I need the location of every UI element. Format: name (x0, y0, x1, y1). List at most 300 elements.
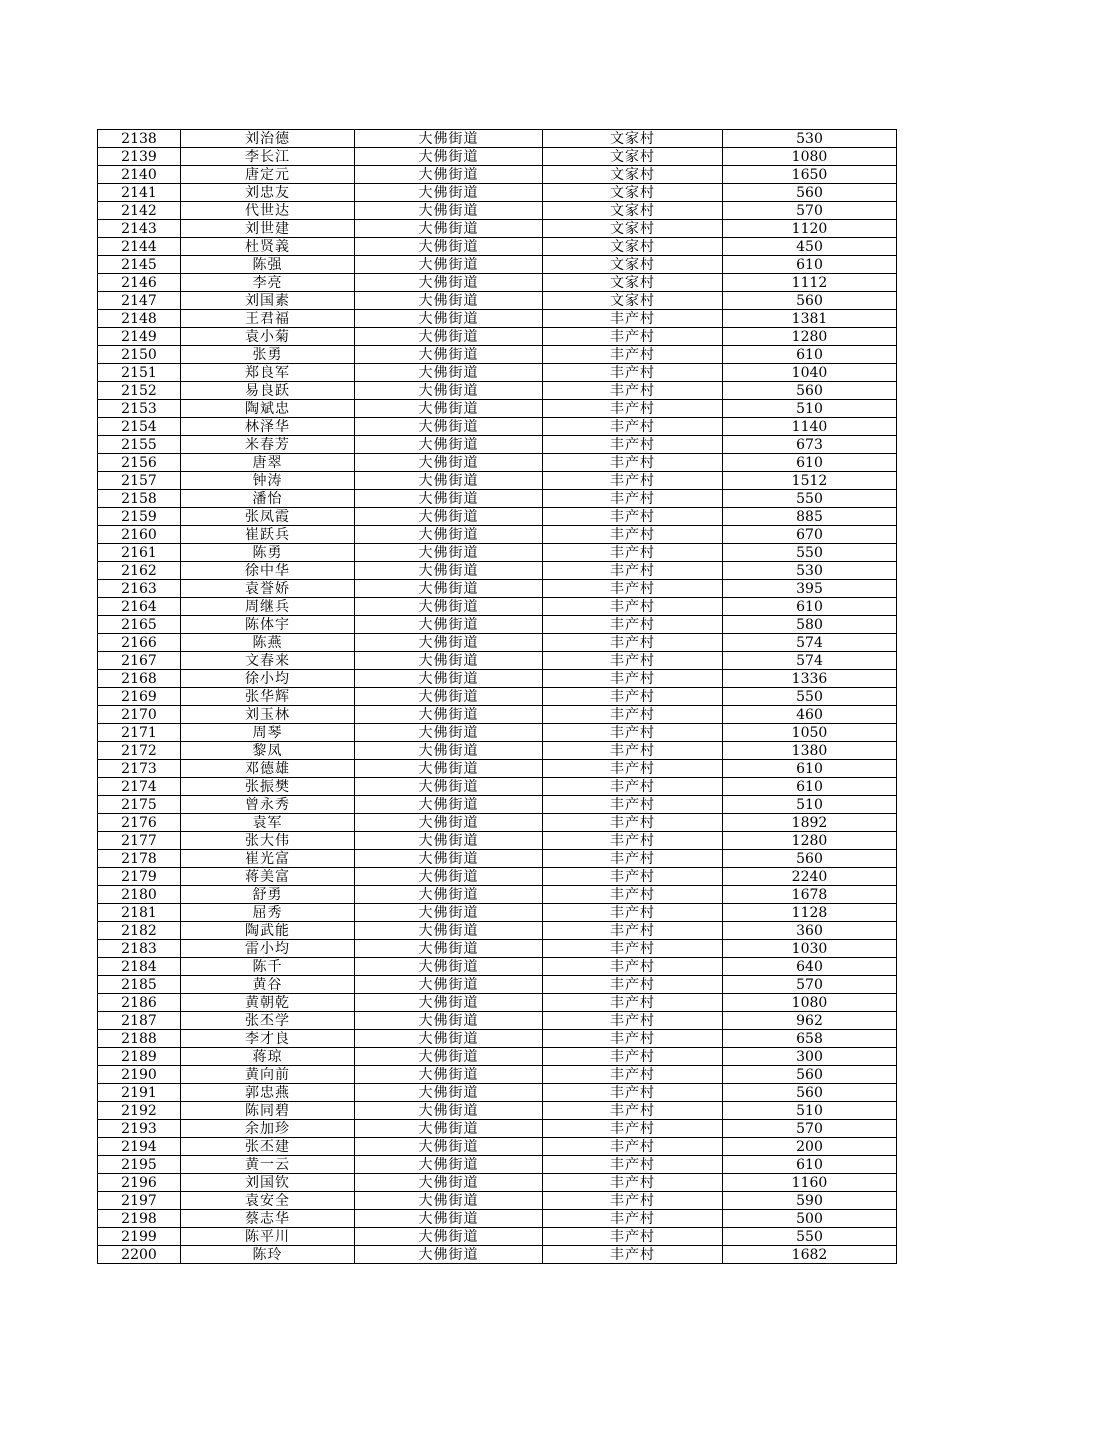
row-number-cell: 2199 (98, 1228, 181, 1246)
village-cell: 丰产村 (543, 994, 723, 1012)
name-cell: 徐小均 (181, 670, 355, 688)
village-cell: 丰产村 (543, 1174, 723, 1192)
village-cell: 文家村 (543, 292, 723, 310)
table-row (98, 886, 897, 904)
table-row (98, 616, 897, 634)
name-cell: 黄谷 (181, 976, 355, 994)
amount-cell: 610 (723, 1156, 897, 1174)
row-number-cell: 2169 (98, 688, 181, 706)
street-cell: 大佛街道 (355, 688, 543, 706)
name-cell: 钟涛 (181, 472, 355, 490)
table-row (98, 472, 897, 490)
table-row (98, 400, 897, 418)
amount-cell: 560 (723, 1066, 897, 1084)
village-cell: 丰产村 (543, 346, 723, 364)
street-cell: 大佛街道 (355, 454, 543, 472)
amount-cell: 670 (723, 526, 897, 544)
village-cell: 丰产村 (543, 1228, 723, 1246)
street-cell: 大佛街道 (355, 1174, 543, 1192)
street-cell: 大佛街道 (355, 1102, 543, 1120)
name-cell: 袁小菊 (181, 328, 355, 346)
amount-cell: 1650 (723, 166, 897, 184)
row-number-cell: 2168 (98, 670, 181, 688)
amount-cell: 1160 (723, 1174, 897, 1192)
name-cell: 张振樊 (181, 778, 355, 796)
row-number-cell: 2162 (98, 562, 181, 580)
name-cell: 张华辉 (181, 688, 355, 706)
amount-cell: 1120 (723, 220, 897, 238)
table-row (98, 382, 897, 400)
table-row (98, 994, 897, 1012)
amount-cell: 560 (723, 184, 897, 202)
table-row (98, 580, 897, 598)
amount-cell: 1128 (723, 904, 897, 922)
table-row (98, 526, 897, 544)
name-cell: 邓德雄 (181, 760, 355, 778)
village-cell: 丰产村 (543, 706, 723, 724)
row-number-cell: 2175 (98, 796, 181, 814)
amount-cell: 450 (723, 238, 897, 256)
village-cell: 丰产村 (543, 796, 723, 814)
row-number-cell: 2149 (98, 328, 181, 346)
table-row (98, 1012, 897, 1030)
street-cell: 大佛街道 (355, 1066, 543, 1084)
table-row (98, 292, 897, 310)
row-number-cell: 2190 (98, 1066, 181, 1084)
village-cell: 丰产村 (543, 436, 723, 454)
street-cell: 大佛街道 (355, 760, 543, 778)
row-number-cell: 2161 (98, 544, 181, 562)
village-cell: 丰产村 (543, 1066, 723, 1084)
table-row (98, 976, 897, 994)
amount-cell: 658 (723, 1030, 897, 1048)
village-cell: 文家村 (543, 274, 723, 292)
street-cell: 大佛街道 (355, 724, 543, 742)
amount-cell: 200 (723, 1138, 897, 1156)
street-cell: 大佛街道 (355, 490, 543, 508)
name-cell: 陈千 (181, 958, 355, 976)
name-cell: 黄向前 (181, 1066, 355, 1084)
amount-cell: 550 (723, 1228, 897, 1246)
village-cell: 丰产村 (543, 382, 723, 400)
row-number-cell: 2171 (98, 724, 181, 742)
row-number-cell: 2152 (98, 382, 181, 400)
street-cell: 大佛街道 (355, 1246, 543, 1264)
village-cell: 丰产村 (543, 364, 723, 382)
name-cell: 周继兵 (181, 598, 355, 616)
village-cell: 丰产村 (543, 634, 723, 652)
village-cell: 文家村 (543, 256, 723, 274)
row-number-cell: 2165 (98, 616, 181, 634)
table-row (98, 328, 897, 346)
name-cell: 黄朝乾 (181, 994, 355, 1012)
street-cell: 大佛街道 (355, 598, 543, 616)
name-cell: 屈秀 (181, 904, 355, 922)
row-number-cell: 2187 (98, 1012, 181, 1030)
street-cell: 大佛街道 (355, 796, 543, 814)
village-cell: 丰产村 (543, 886, 723, 904)
village-cell: 丰产村 (543, 724, 723, 742)
amount-cell: 560 (723, 292, 897, 310)
amount-cell: 574 (723, 634, 897, 652)
table-row (98, 868, 897, 886)
row-number-cell: 2153 (98, 400, 181, 418)
amount-cell: 550 (723, 688, 897, 706)
village-cell: 丰产村 (543, 544, 723, 562)
row-number-cell: 2164 (98, 598, 181, 616)
name-cell: 张勇 (181, 346, 355, 364)
table-row (98, 1120, 897, 1138)
table-row (98, 1048, 897, 1066)
table-row (98, 760, 897, 778)
amount-cell: 1512 (723, 472, 897, 490)
data-table (97, 129, 897, 1264)
amount-cell: 1280 (723, 832, 897, 850)
amount-cell: 560 (723, 1084, 897, 1102)
name-cell: 刘玉林 (181, 706, 355, 724)
row-number-cell: 2174 (98, 778, 181, 796)
village-cell: 丰产村 (543, 922, 723, 940)
row-number-cell: 2193 (98, 1120, 181, 1138)
row-number-cell: 2158 (98, 490, 181, 508)
amount-cell: 560 (723, 382, 897, 400)
amount-cell: 574 (723, 652, 897, 670)
amount-cell: 590 (723, 1192, 897, 1210)
row-number-cell: 2173 (98, 760, 181, 778)
row-number-cell: 2185 (98, 976, 181, 994)
village-cell: 丰产村 (543, 1246, 723, 1264)
village-cell: 丰产村 (543, 688, 723, 706)
amount-cell: 500 (723, 1210, 897, 1228)
street-cell: 大佛街道 (355, 364, 543, 382)
amount-cell: 510 (723, 1102, 897, 1120)
amount-cell: 460 (723, 706, 897, 724)
row-number-cell: 2146 (98, 274, 181, 292)
street-cell: 大佛街道 (355, 544, 543, 562)
table-row (98, 778, 897, 796)
village-cell: 丰产村 (543, 814, 723, 832)
table-row (98, 1102, 897, 1120)
village-cell: 丰产村 (543, 670, 723, 688)
row-number-cell: 2166 (98, 634, 181, 652)
street-cell: 大佛街道 (355, 1156, 543, 1174)
amount-cell: 570 (723, 1120, 897, 1138)
amount-cell: 1336 (723, 670, 897, 688)
street-cell: 大佛街道 (355, 868, 543, 886)
row-number-cell: 2143 (98, 220, 181, 238)
village-cell: 文家村 (543, 202, 723, 220)
amount-cell: 610 (723, 346, 897, 364)
table-row (98, 850, 897, 868)
row-number-cell: 2191 (98, 1084, 181, 1102)
row-number-cell: 2157 (98, 472, 181, 490)
row-number-cell: 2144 (98, 238, 181, 256)
street-cell: 大佛街道 (355, 310, 543, 328)
amount-cell: 510 (723, 400, 897, 418)
row-number-cell: 2154 (98, 418, 181, 436)
village-cell: 丰产村 (543, 1048, 723, 1066)
street-cell: 大佛街道 (355, 778, 543, 796)
village-cell: 丰产村 (543, 652, 723, 670)
amount-cell: 640 (723, 958, 897, 976)
table-row (98, 832, 897, 850)
table-row (98, 436, 897, 454)
village-cell: 丰产村 (543, 328, 723, 346)
name-cell: 袁军 (181, 814, 355, 832)
amount-cell: 530 (723, 130, 897, 148)
amount-cell: 1080 (723, 148, 897, 166)
name-cell: 余加珍 (181, 1120, 355, 1138)
row-number-cell: 2176 (98, 814, 181, 832)
table-row (98, 1210, 897, 1228)
amount-cell: 1030 (723, 940, 897, 958)
name-cell: 陈平川 (181, 1228, 355, 1246)
table-row (98, 724, 897, 742)
table-row (98, 940, 897, 958)
table-row (98, 1246, 897, 1264)
table-row (98, 598, 897, 616)
amount-cell: 1381 (723, 310, 897, 328)
name-cell: 文春来 (181, 652, 355, 670)
row-number-cell: 2197 (98, 1192, 181, 1210)
village-cell: 丰产村 (543, 868, 723, 886)
village-cell: 丰产村 (543, 472, 723, 490)
amount-cell: 300 (723, 1048, 897, 1066)
name-cell: 雷小均 (181, 940, 355, 958)
name-cell: 崔跃兵 (181, 526, 355, 544)
name-cell: 杜贤義 (181, 238, 355, 256)
street-cell: 大佛街道 (355, 220, 543, 238)
street-cell: 大佛街道 (355, 274, 543, 292)
street-cell: 大佛街道 (355, 256, 543, 274)
street-cell: 大佛街道 (355, 436, 543, 454)
street-cell: 大佛街道 (355, 904, 543, 922)
street-cell: 大佛街道 (355, 832, 543, 850)
table-row (98, 220, 897, 238)
street-cell: 大佛街道 (355, 148, 543, 166)
row-number-cell: 2170 (98, 706, 181, 724)
row-number-cell: 2177 (98, 832, 181, 850)
amount-cell: 580 (723, 616, 897, 634)
street-cell: 大佛街道 (355, 1084, 543, 1102)
row-number-cell: 2194 (98, 1138, 181, 1156)
table-row (98, 1228, 897, 1246)
row-number-cell: 2142 (98, 202, 181, 220)
street-cell: 大佛街道 (355, 382, 543, 400)
street-cell: 大佛街道 (355, 202, 543, 220)
name-cell: 徐中华 (181, 562, 355, 580)
village-cell: 丰产村 (543, 1210, 723, 1228)
row-number-cell: 2186 (98, 994, 181, 1012)
amount-cell: 550 (723, 544, 897, 562)
street-cell: 大佛街道 (355, 166, 543, 184)
table-row (98, 184, 897, 202)
name-cell: 陈勇 (181, 544, 355, 562)
name-cell: 刘国素 (181, 292, 355, 310)
village-cell: 丰产村 (543, 1012, 723, 1030)
name-cell: 黄一云 (181, 1156, 355, 1174)
table-row (98, 1084, 897, 1102)
row-number-cell: 2151 (98, 364, 181, 382)
table-row (98, 1192, 897, 1210)
amount-cell: 885 (723, 508, 897, 526)
name-cell: 陈同碧 (181, 1102, 355, 1120)
street-cell: 大佛街道 (355, 1210, 543, 1228)
village-cell: 丰产村 (543, 454, 723, 472)
name-cell: 周琴 (181, 724, 355, 742)
amount-cell: 510 (723, 796, 897, 814)
village-cell: 文家村 (543, 166, 723, 184)
name-cell: 蒋美富 (181, 868, 355, 886)
row-number-cell: 2172 (98, 742, 181, 760)
name-cell: 舒勇 (181, 886, 355, 904)
street-cell: 大佛街道 (355, 1030, 543, 1048)
amount-cell: 610 (723, 256, 897, 274)
name-cell: 陈体宇 (181, 616, 355, 634)
village-cell: 丰产村 (543, 976, 723, 994)
street-cell: 大佛街道 (355, 670, 543, 688)
table-row (98, 670, 897, 688)
street-cell: 大佛街道 (355, 508, 543, 526)
table-row (98, 364, 897, 382)
street-cell: 大佛街道 (355, 1120, 543, 1138)
name-cell: 李亮 (181, 274, 355, 292)
village-cell: 丰产村 (543, 904, 723, 922)
street-cell: 大佛街道 (355, 1228, 543, 1246)
name-cell: 陈玲 (181, 1246, 355, 1264)
street-cell: 大佛街道 (355, 850, 543, 868)
table-row (98, 1030, 897, 1048)
street-cell: 大佛街道 (355, 400, 543, 418)
street-cell: 大佛街道 (355, 616, 543, 634)
table-row (98, 706, 897, 724)
amount-cell: 1140 (723, 418, 897, 436)
amount-cell: 560 (723, 850, 897, 868)
table-row (98, 256, 897, 274)
street-cell: 大佛街道 (355, 886, 543, 904)
street-cell: 大佛街道 (355, 652, 543, 670)
street-cell: 大佛街道 (355, 940, 543, 958)
street-cell: 大佛街道 (355, 922, 543, 940)
name-cell: 陈燕 (181, 634, 355, 652)
village-cell: 丰产村 (543, 526, 723, 544)
name-cell: 袁誉娇 (181, 580, 355, 598)
name-cell: 刘世建 (181, 220, 355, 238)
amount-cell: 610 (723, 778, 897, 796)
amount-cell: 550 (723, 490, 897, 508)
street-cell: 大佛街道 (355, 472, 543, 490)
street-cell: 大佛街道 (355, 346, 543, 364)
row-number-cell: 2159 (98, 508, 181, 526)
village-cell: 丰产村 (543, 760, 723, 778)
name-cell: 陶斌忠 (181, 400, 355, 418)
row-number-cell: 2155 (98, 436, 181, 454)
village-cell: 丰产村 (543, 1138, 723, 1156)
name-cell: 张大伟 (181, 832, 355, 850)
table-row (98, 508, 897, 526)
street-cell: 大佛街道 (355, 292, 543, 310)
amount-cell: 1380 (723, 742, 897, 760)
row-number-cell: 2184 (98, 958, 181, 976)
name-cell: 曾永秀 (181, 796, 355, 814)
name-cell: 李才良 (181, 1030, 355, 1048)
name-cell: 张丕建 (181, 1138, 355, 1156)
village-cell: 丰产村 (543, 562, 723, 580)
amount-cell: 530 (723, 562, 897, 580)
name-cell: 林泽华 (181, 418, 355, 436)
village-cell: 丰产村 (543, 598, 723, 616)
row-number-cell: 2188 (98, 1030, 181, 1048)
street-cell: 大佛街道 (355, 976, 543, 994)
village-cell: 丰产村 (543, 616, 723, 634)
street-cell: 大佛街道 (355, 1138, 543, 1156)
street-cell: 大佛街道 (355, 562, 543, 580)
street-cell: 大佛街道 (355, 634, 543, 652)
village-cell: 丰产村 (543, 832, 723, 850)
table-row (98, 742, 897, 760)
name-cell: 郑良军 (181, 364, 355, 382)
street-cell: 大佛街道 (355, 958, 543, 976)
row-number-cell: 2150 (98, 346, 181, 364)
amount-cell: 610 (723, 760, 897, 778)
amount-cell: 1280 (723, 328, 897, 346)
village-cell: 丰产村 (543, 490, 723, 508)
village-cell: 丰产村 (543, 1192, 723, 1210)
street-cell: 大佛街道 (355, 1192, 543, 1210)
village-cell: 丰产村 (543, 1156, 723, 1174)
village-cell: 文家村 (543, 130, 723, 148)
amount-cell: 570 (723, 976, 897, 994)
name-cell: 郭忠燕 (181, 1084, 355, 1102)
row-number-cell: 2145 (98, 256, 181, 274)
row-number-cell: 2189 (98, 1048, 181, 1066)
name-cell: 袁安全 (181, 1192, 355, 1210)
amount-cell: 673 (723, 436, 897, 454)
street-cell: 大佛街道 (355, 580, 543, 598)
name-cell: 张凤霞 (181, 508, 355, 526)
amount-cell: 610 (723, 598, 897, 616)
name-cell: 蒋琼 (181, 1048, 355, 1066)
table-row (98, 904, 897, 922)
amount-cell: 1080 (723, 994, 897, 1012)
name-cell: 米春芳 (181, 436, 355, 454)
name-cell: 刘忠友 (181, 184, 355, 202)
name-cell: 刘国钦 (181, 1174, 355, 1192)
table-row (98, 1066, 897, 1084)
amount-cell: 610 (723, 454, 897, 472)
street-cell: 大佛街道 (355, 184, 543, 202)
table-row (98, 688, 897, 706)
village-cell: 丰产村 (543, 742, 723, 760)
village-cell: 丰产村 (543, 1102, 723, 1120)
table-row (98, 274, 897, 292)
amount-cell: 360 (723, 922, 897, 940)
row-number-cell: 2181 (98, 904, 181, 922)
row-number-cell: 2196 (98, 1174, 181, 1192)
table-row (98, 562, 897, 580)
village-cell: 丰产村 (543, 1120, 723, 1138)
amount-cell: 1050 (723, 724, 897, 742)
amount-cell: 1682 (723, 1246, 897, 1264)
street-cell: 大佛街道 (355, 1048, 543, 1066)
street-cell: 大佛街道 (355, 994, 543, 1012)
row-number-cell: 2141 (98, 184, 181, 202)
village-cell: 丰产村 (543, 958, 723, 976)
table-row (98, 130, 897, 148)
name-cell: 崔光富 (181, 850, 355, 868)
village-cell: 丰产村 (543, 508, 723, 526)
name-cell: 潘怡 (181, 490, 355, 508)
